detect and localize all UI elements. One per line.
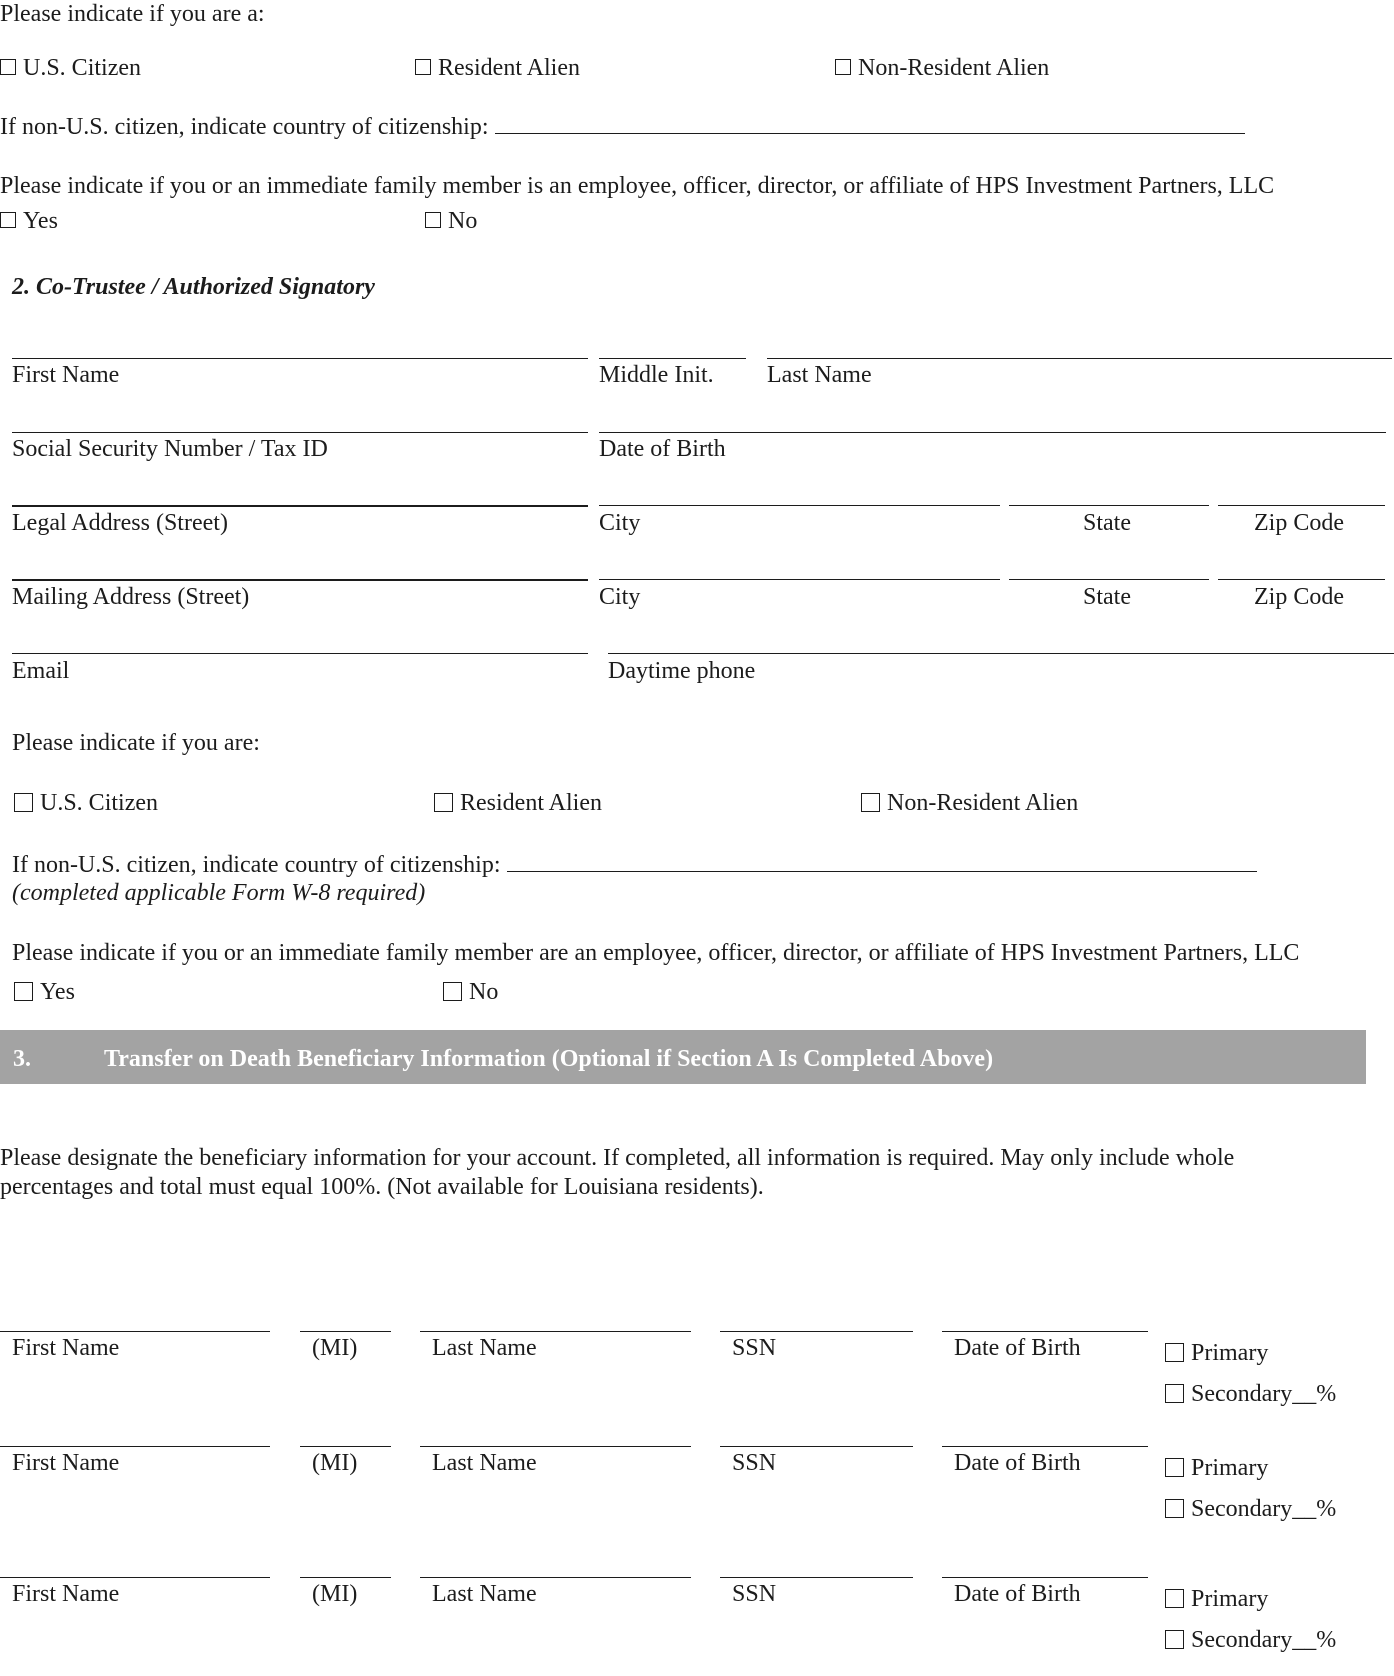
w8-note: (completed applicable Form W-8 required) bbox=[12, 880, 426, 906]
section3-number: 3. bbox=[13, 1046, 31, 1072]
beneficiary-last-name-label: Last Name bbox=[432, 1581, 537, 1607]
checkbox-primary[interactable] bbox=[1165, 1458, 1184, 1477]
ssn-field[interactable] bbox=[12, 432, 588, 433]
checkbox-s2-non-resident-alien[interactable] bbox=[861, 793, 880, 812]
legal-zip-field[interactable] bbox=[1218, 505, 1385, 506]
legal-street-field[interactable] bbox=[12, 505, 588, 507]
country-field[interactable] bbox=[495, 133, 1245, 134]
beneficiary-dob-label: Date of Birth bbox=[954, 1335, 1081, 1361]
mailing-state-label: State bbox=[1083, 584, 1131, 610]
checkbox-s2-affiliate-no[interactable] bbox=[443, 982, 462, 1001]
s2-option-resident-alien[interactable] bbox=[434, 789, 602, 817]
section2-citizenship-prompt: Please indicate if you are: bbox=[12, 730, 260, 756]
legal-address-label: Legal Address (Street) bbox=[12, 510, 228, 536]
mailing-street-field[interactable] bbox=[12, 579, 588, 581]
phone-label: Daytime phone bbox=[608, 658, 756, 684]
instructions-line1: Please designate the beneficiary information for your account. If completed, all information is required. May only include whole bbox=[0, 1145, 1235, 1171]
s2-country-row bbox=[12, 851, 1257, 879]
checkbox-secondary[interactable] bbox=[1165, 1384, 1184, 1403]
s2-affiliate-question: Please indicate if you or an immediate family member are an employee, officer, director, or affiliate of HPS Investment Partners, LLC bbox=[12, 940, 1300, 966]
affiliate-no[interactable] bbox=[425, 207, 477, 235]
s2-affiliate-yes[interactable] bbox=[14, 978, 75, 1006]
legal-state-label: State bbox=[1083, 510, 1131, 536]
ssn-label: Social Security Number / Tax ID bbox=[12, 436, 328, 462]
country-of-citizenship-row bbox=[0, 113, 1245, 141]
beneficiary-mi-label: (MI) bbox=[312, 1335, 358, 1361]
checkbox-primary[interactable] bbox=[1165, 1343, 1184, 1362]
instructions-line2: percentages and total must equal 100%. (Not available for Louisiana residents). bbox=[0, 1174, 764, 1200]
section2-heading: 2. Co-Trustee / Authorized Signatory bbox=[12, 274, 375, 300]
primary-label: Primary bbox=[1191, 1340, 1269, 1366]
beneficiary-mi-field[interactable] bbox=[300, 1446, 391, 1447]
mailing-city-field[interactable] bbox=[599, 579, 1000, 580]
beneficiary-mi-field[interactable] bbox=[300, 1577, 391, 1578]
country-prompt: If non-U.S. citizen, indicate country of citizenship: bbox=[0, 114, 489, 140]
email-label: Email bbox=[12, 658, 70, 684]
mailing-state-field[interactable] bbox=[1009, 579, 1209, 580]
middle-init-label: Middle Init. bbox=[599, 362, 714, 388]
checkbox-non-resident-alien[interactable] bbox=[835, 59, 851, 75]
checkbox-secondary[interactable] bbox=[1165, 1499, 1184, 1518]
s2-option-us-citizen[interactable] bbox=[14, 789, 158, 817]
affiliate-question: Please indicate if you or an immediate family member is an employee, officer, director, or affiliate of HPS Investment Partners, LLC bbox=[0, 173, 1275, 199]
beneficiary-secondary-option[interactable] bbox=[1165, 1380, 1336, 1408]
beneficiary-ssn-label: SSN bbox=[732, 1450, 777, 1476]
dob-label: Date of Birth bbox=[599, 436, 726, 462]
checkbox-affiliate-yes[interactable] bbox=[0, 212, 16, 228]
mailing-zip-label: Zip Code bbox=[1254, 584, 1344, 610]
beneficiary-ssn-label: SSN bbox=[732, 1581, 777, 1607]
no-label: No bbox=[469, 979, 499, 1005]
primary-label: Primary bbox=[1191, 1455, 1269, 1481]
beneficiary-ssn-field[interactable] bbox=[720, 1331, 913, 1332]
option-label: U.S. Citizen bbox=[23, 55, 141, 81]
beneficiary-last-name-label: Last Name bbox=[432, 1450, 537, 1476]
first-name-field[interactable] bbox=[12, 358, 588, 359]
mailing-zip-field[interactable] bbox=[1218, 579, 1385, 580]
beneficiary-first-name-label: First Name bbox=[12, 1581, 120, 1607]
beneficiary-first-name-field[interactable] bbox=[0, 1446, 270, 1447]
beneficiary-dob-field[interactable] bbox=[942, 1577, 1148, 1578]
beneficiary-dob-field[interactable] bbox=[942, 1446, 1148, 1447]
s2-option-non-resident-alien[interactable] bbox=[861, 789, 1078, 817]
option-us-citizen[interactable] bbox=[0, 54, 141, 82]
beneficiary-last-name-field[interactable] bbox=[420, 1446, 691, 1447]
legal-state-field[interactable] bbox=[1009, 505, 1209, 506]
first-name-label: First Name bbox=[12, 362, 120, 388]
beneficiary-mi-field[interactable] bbox=[300, 1331, 391, 1332]
citizenship-prompt: Please indicate if you are a: bbox=[0, 1, 265, 27]
checkbox-s2-us-citizen[interactable] bbox=[14, 793, 33, 812]
secondary-label: Secondary__% bbox=[1191, 1381, 1337, 1407]
beneficiary-dob-field[interactable] bbox=[942, 1331, 1148, 1332]
section3-banner bbox=[0, 1030, 1366, 1084]
checkbox-s2-affiliate-yes[interactable] bbox=[14, 982, 33, 1001]
option-label: Non-Resident Alien bbox=[887, 790, 1079, 816]
legal-city-label: City bbox=[599, 510, 641, 536]
yes-label: Yes bbox=[40, 979, 75, 1005]
option-label: U.S. Citizen bbox=[40, 790, 158, 816]
primary-label: Primary bbox=[1191, 1586, 1269, 1612]
s2-country-field[interactable] bbox=[507, 871, 1257, 872]
secondary-label: Secondary__% bbox=[1191, 1627, 1337, 1653]
legal-zip-label: Zip Code bbox=[1254, 510, 1344, 536]
beneficiary-primary-option[interactable] bbox=[1165, 1339, 1268, 1367]
affiliate-yes[interactable] bbox=[0, 207, 58, 235]
s2-affiliate-no[interactable] bbox=[443, 978, 498, 1006]
beneficiary-dob-label: Date of Birth bbox=[954, 1581, 1081, 1607]
beneficiary-dob-label: Date of Birth bbox=[954, 1450, 1081, 1476]
last-name-field[interactable] bbox=[767, 358, 1392, 359]
no-label: No bbox=[448, 208, 478, 234]
beneficiary-mi-label: (MI) bbox=[312, 1450, 358, 1476]
checkbox-resident-alien[interactable] bbox=[415, 59, 431, 75]
checkbox-affiliate-no[interactable] bbox=[425, 212, 441, 228]
last-name-label: Last Name bbox=[767, 362, 872, 388]
beneficiary-first-name-label: First Name bbox=[12, 1335, 120, 1361]
option-label: Resident Alien bbox=[460, 790, 602, 816]
mailing-address-label: Mailing Address (Street) bbox=[12, 584, 250, 610]
middle-init-field[interactable] bbox=[599, 358, 746, 359]
section3-title: Transfer on Death Beneficiary Information (Optional if Section A Is Completed Above) bbox=[104, 1046, 994, 1072]
beneficiary-secondary-option[interactable] bbox=[1165, 1495, 1336, 1523]
option-non-resident-alien[interactable] bbox=[835, 54, 1049, 82]
legal-city-field[interactable] bbox=[599, 505, 1000, 506]
beneficiary-last-name-field[interactable] bbox=[420, 1577, 691, 1578]
email-field[interactable] bbox=[12, 653, 588, 654]
beneficiary-primary-option[interactable] bbox=[1165, 1585, 1268, 1613]
yes-label: Yes bbox=[23, 208, 58, 234]
beneficiary-ssn-field[interactable] bbox=[720, 1446, 913, 1447]
s2-country-prompt: If non-U.S. citizen, indicate country of citizenship: bbox=[12, 852, 501, 878]
beneficiary-ssn-label: SSN bbox=[732, 1335, 777, 1361]
beneficiary-ssn-field[interactable] bbox=[720, 1577, 913, 1578]
beneficiary-primary-option[interactable] bbox=[1165, 1454, 1268, 1482]
mailing-city-label: City bbox=[599, 584, 641, 610]
option-label: Non-Resident Alien bbox=[858, 55, 1050, 81]
beneficiary-mi-label: (MI) bbox=[312, 1581, 358, 1607]
beneficiary-first-name-label: First Name bbox=[12, 1450, 120, 1476]
beneficiary-last-name-label: Last Name bbox=[432, 1335, 537, 1361]
checkbox-primary[interactable] bbox=[1165, 1589, 1184, 1608]
checkbox-us-citizen[interactable] bbox=[0, 59, 16, 75]
phone-field[interactable] bbox=[608, 653, 1394, 654]
dob-field[interactable] bbox=[599, 432, 1386, 433]
option-label: Resident Alien bbox=[438, 55, 580, 81]
beneficiary-last-name-field[interactable] bbox=[420, 1331, 691, 1332]
option-resident-alien[interactable] bbox=[415, 54, 580, 82]
checkbox-s2-resident-alien[interactable] bbox=[434, 793, 453, 812]
beneficiary-first-name-field[interactable] bbox=[0, 1331, 270, 1332]
secondary-label: Secondary__% bbox=[1191, 1496, 1337, 1522]
beneficiary-first-name-field[interactable] bbox=[0, 1577, 270, 1578]
checkbox-secondary[interactable] bbox=[1165, 1630, 1184, 1649]
beneficiary-secondary-option[interactable] bbox=[1165, 1626, 1336, 1654]
